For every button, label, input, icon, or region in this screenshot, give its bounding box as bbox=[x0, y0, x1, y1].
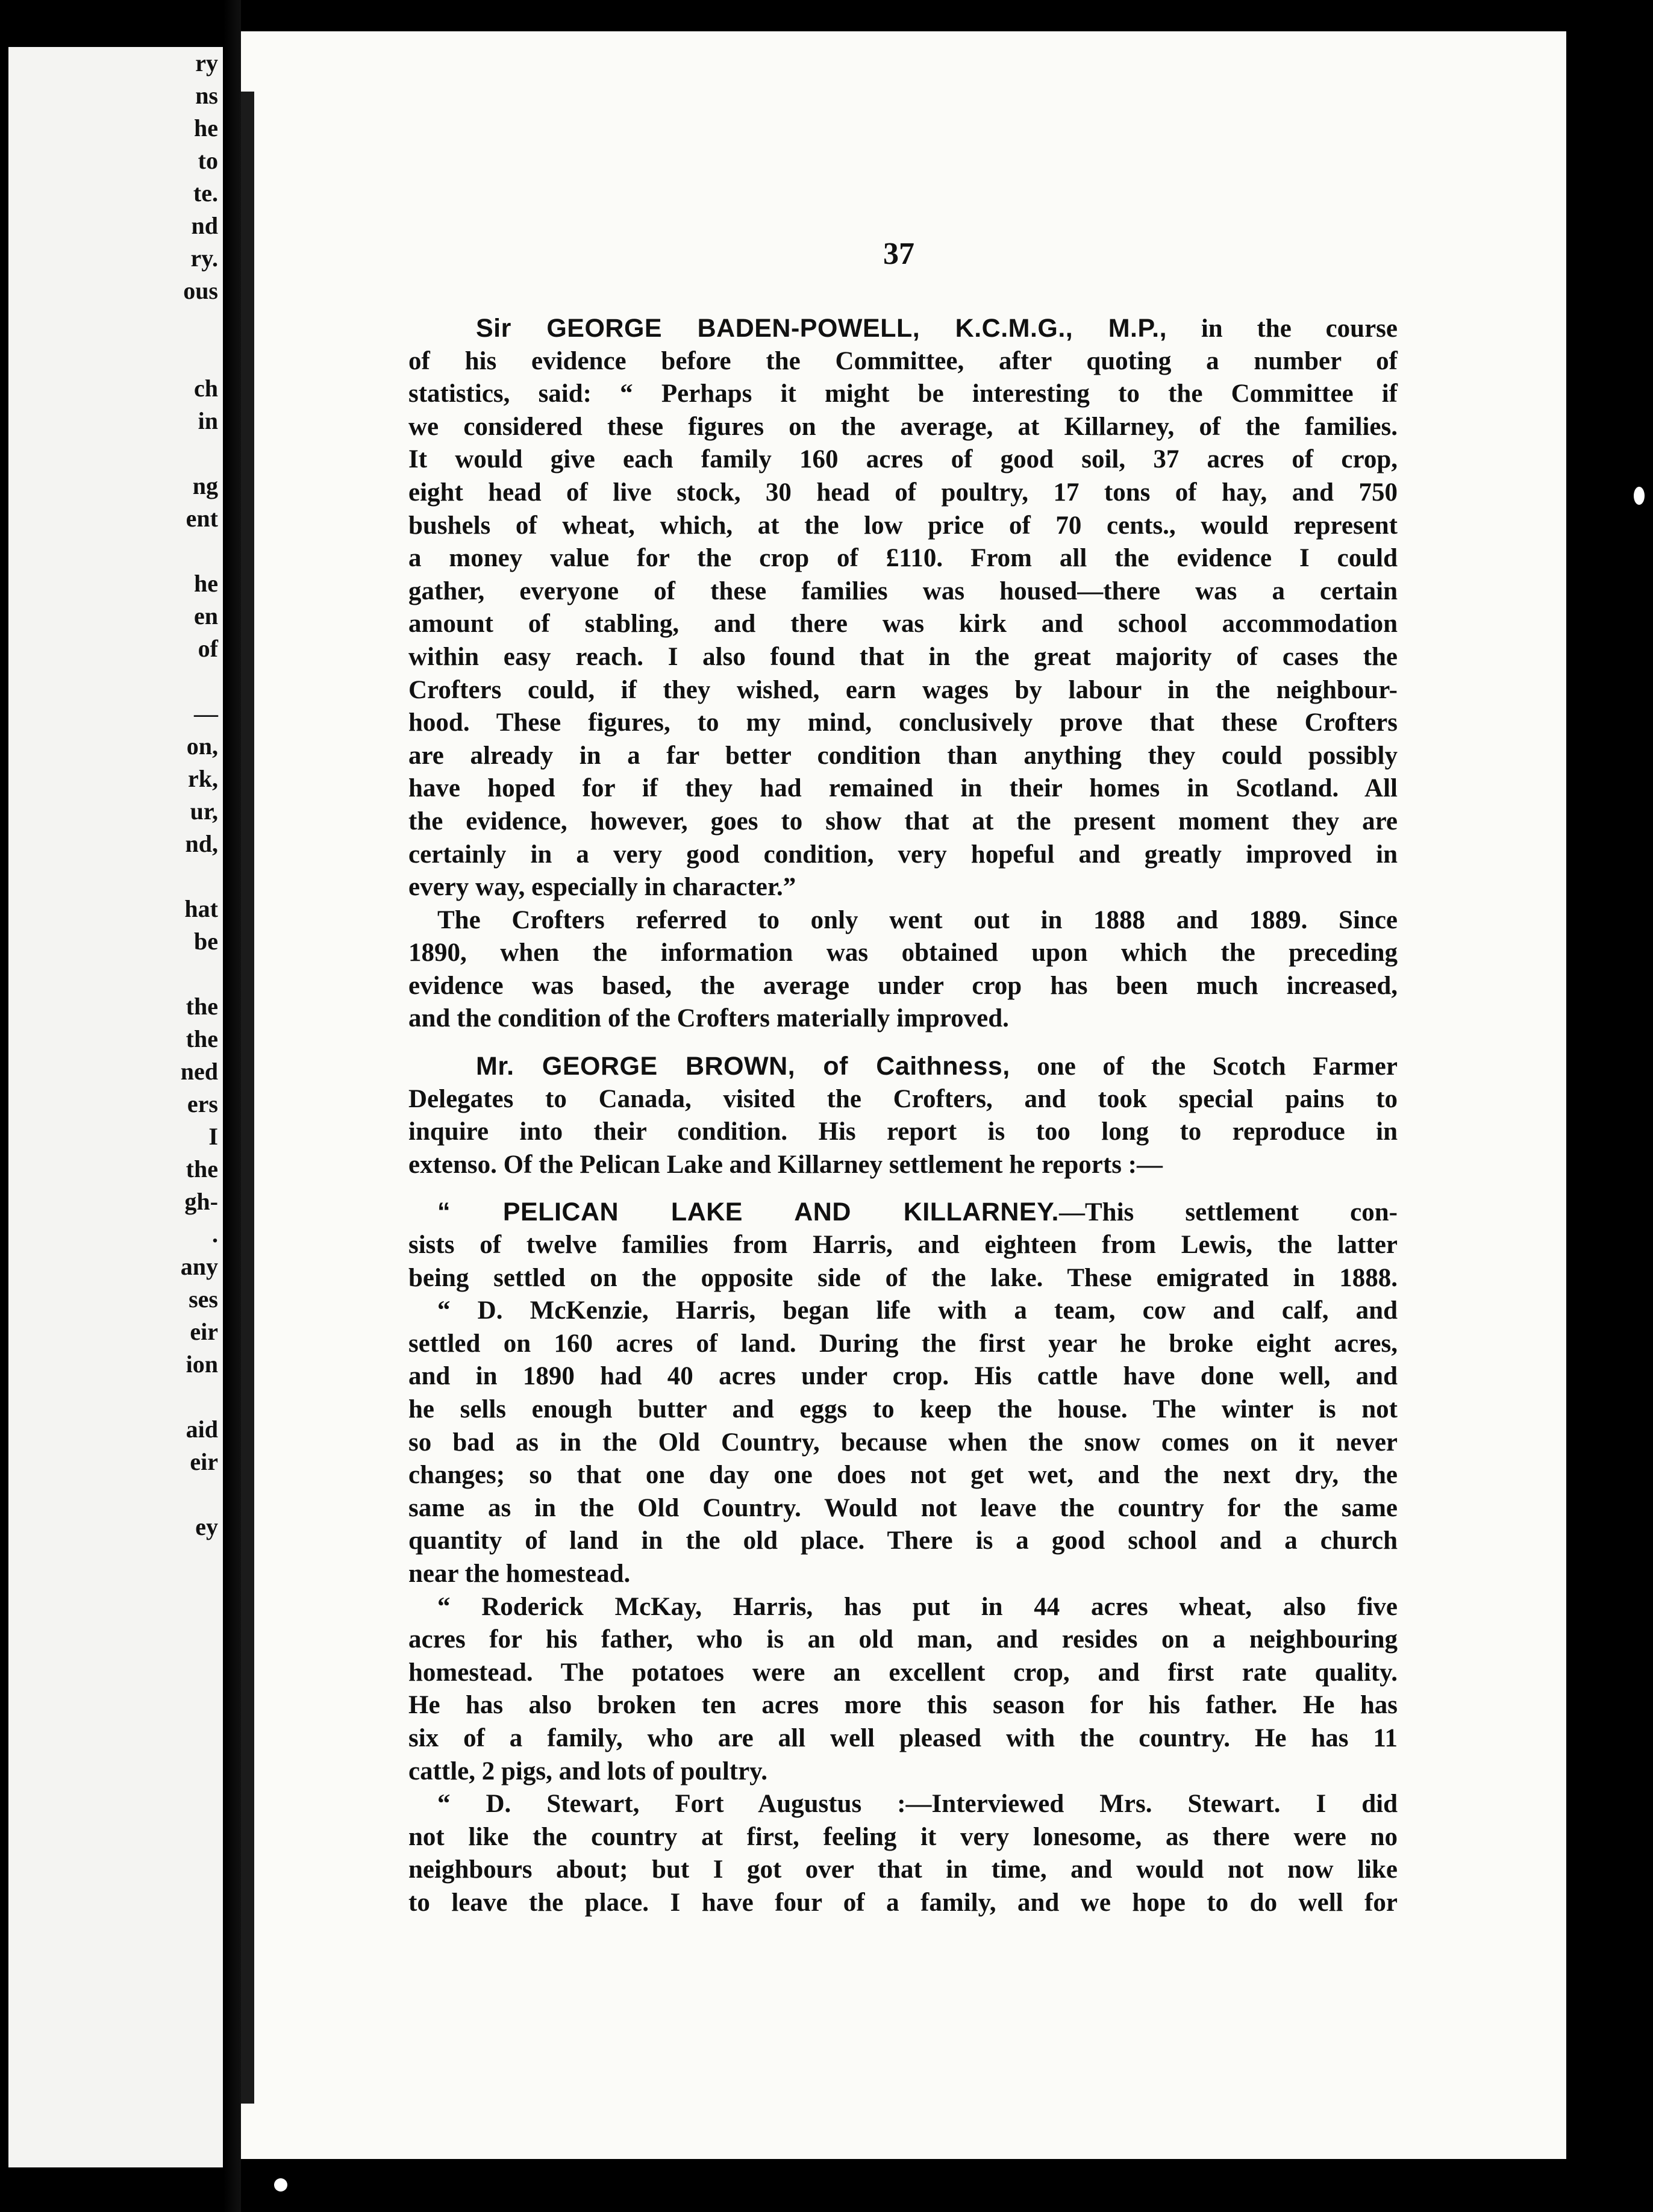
scan-speck bbox=[274, 2178, 287, 2192]
line-text: hood. These figures, to my mind, conclusively prove that these Crofters bbox=[408, 708, 1398, 737]
line-text: acres for his father, who is an old man, and resides on a neighbouring bbox=[408, 1625, 1398, 1654]
line-text: quantity of land in the old place. There is a good school and a church bbox=[408, 1526, 1398, 1555]
facing-page-fragment: ion bbox=[186, 1351, 218, 1378]
text-line bbox=[408, 707, 1398, 740]
facing-page-fragment: the bbox=[186, 993, 218, 1020]
line-text: He has also broken ten acres more this season for his father. He has bbox=[408, 1691, 1398, 1720]
text-line bbox=[408, 1295, 1398, 1328]
facing-page-fragment: the bbox=[186, 1025, 218, 1052]
facing-page-fragment bbox=[128, 340, 218, 372]
text-line bbox=[408, 839, 1398, 872]
line-text: inquire into their condition. His report is too long to reproduce in bbox=[408, 1117, 1398, 1146]
line-text: homestead. The potatoes were an excellent crop, and first rate quality. bbox=[408, 1658, 1398, 1687]
text-line bbox=[408, 1328, 1398, 1361]
facing-page-fragment: ns bbox=[195, 82, 218, 109]
facing-page-left bbox=[8, 47, 223, 2167]
text-line bbox=[408, 312, 1398, 345]
facing-page-fragment bbox=[128, 860, 218, 893]
facing-page-fragment: ey bbox=[195, 1513, 218, 1540]
facing-page-fragment: ng bbox=[192, 472, 218, 499]
text-line bbox=[408, 1492, 1398, 1525]
facing-page-fragment: on, bbox=[186, 733, 218, 760]
line-text: The Crofters referred to only went out in 1888 and 1889. Since bbox=[437, 905, 1398, 934]
paragraph-gap bbox=[408, 1036, 1398, 1050]
text-line bbox=[408, 1854, 1398, 1887]
text-line bbox=[408, 970, 1398, 1003]
line-text: eight head of live stock, 30 head of poultry, 17 tons of hay, and 750 bbox=[408, 478, 1398, 507]
text-line bbox=[408, 772, 1398, 805]
line-text: —This settlement con- bbox=[1058, 1198, 1398, 1227]
facing-page-fragment: in bbox=[198, 407, 218, 434]
line-text: we considered these figures on the average, at Killarney, of the families. bbox=[408, 412, 1398, 441]
page-number: 37 bbox=[883, 237, 914, 271]
text-line bbox=[408, 443, 1398, 476]
facing-page-fragment: . bbox=[212, 1220, 218, 1248]
facing-page-fragment: to bbox=[198, 147, 218, 174]
line-text: neighbours about; but I got over that in time, and would not now like bbox=[408, 1855, 1398, 1884]
text-line bbox=[408, 575, 1398, 608]
text-line bbox=[408, 510, 1398, 543]
facing-page-fragment bbox=[128, 307, 218, 340]
text-line bbox=[408, 542, 1398, 575]
line-text: and in 1890 had 40 acres under crop. His cattle have done well, and bbox=[408, 1362, 1398, 1391]
facing-page-text-fragments bbox=[128, 47, 218, 1543]
facing-page-fragment: eir bbox=[190, 1318, 218, 1345]
facing-page-fragment: aid bbox=[186, 1416, 218, 1443]
line-text: “ D. Stewart, Fort Augustus :—Interviewed Mrs. Stewart. I did bbox=[437, 1790, 1398, 1819]
line-text: statistics, said: “ Perhaps it might be interesting to the Committee if bbox=[408, 380, 1398, 408]
facing-page-fragment: rk, bbox=[188, 765, 218, 792]
text-line bbox=[408, 1755, 1398, 1789]
facing-page-fragment: nd bbox=[191, 212, 218, 239]
line-text: “ Roderick McKay, Harris, has put in 44 acres wheat, also five bbox=[437, 1592, 1398, 1621]
text-line bbox=[408, 1591, 1398, 1624]
page-right bbox=[241, 31, 1566, 2159]
text-line bbox=[408, 1360, 1398, 1393]
text-line bbox=[408, 1657, 1398, 1690]
text-line bbox=[408, 608, 1398, 641]
line-text: evidence was based, the average under crop has been much increased, bbox=[408, 971, 1398, 1000]
facing-page-fragment: ent bbox=[186, 505, 218, 532]
line-text: to leave the place. I have four of a family, and we hope to do well for bbox=[408, 1888, 1398, 1917]
line-text: in the course bbox=[1167, 314, 1398, 343]
facing-page-fragment bbox=[128, 1478, 218, 1511]
text-line bbox=[408, 740, 1398, 773]
facing-page-fragment: I bbox=[208, 1123, 218, 1150]
line-text: certainly in a very good condition, very hopeful and greatly improved in bbox=[408, 840, 1398, 869]
facing-page-fragment: be bbox=[194, 928, 218, 955]
text-line bbox=[408, 378, 1398, 411]
facing-page-fragment: of bbox=[198, 635, 218, 662]
text-line bbox=[408, 1229, 1398, 1262]
facing-page-fragment: ch bbox=[194, 375, 218, 402]
facing-page-fragment: ers bbox=[187, 1090, 218, 1117]
facing-page-fragment: ned bbox=[180, 1058, 218, 1085]
facing-page-fragment: — bbox=[194, 700, 218, 727]
text-line bbox=[408, 1689, 1398, 1722]
facing-page-fragment: he bbox=[194, 114, 218, 142]
line-text: not like the country at first, feeling it very lonesome, as there were no bbox=[408, 1822, 1398, 1851]
facing-page-fragment bbox=[128, 958, 218, 990]
facing-page-fragment bbox=[128, 437, 218, 470]
facing-page-fragment: nd, bbox=[185, 830, 218, 857]
line-text: one of the Scotch Farmer bbox=[1010, 1052, 1398, 1081]
line-text: six of a family, who are all well pleased with the country. He has 11 bbox=[408, 1723, 1398, 1752]
text-line bbox=[408, 411, 1398, 444]
line-text: he sells enough butter and eggs to keep the house. The winter is not bbox=[408, 1395, 1398, 1423]
facing-page-fragment: ous bbox=[183, 277, 218, 304]
text-line bbox=[408, 345, 1398, 378]
line-text: settled on 160 acres of land. During the first year he broke eight acres, bbox=[408, 1329, 1398, 1358]
section-heading: Mr. GEORGE BROWN, of Caithness, bbox=[476, 1052, 1010, 1081]
line-text: amount of stabling, and there was kirk and school accommodation bbox=[408, 610, 1398, 639]
line-text: changes; so that one day one does not get wet, and the next dry, the bbox=[408, 1461, 1398, 1490]
scan-speck bbox=[1634, 487, 1645, 505]
line-text: bushels of wheat, which, at the low price of 70 cents., would represent bbox=[408, 511, 1398, 540]
facing-page-fragment: eir bbox=[190, 1448, 218, 1475]
text-line bbox=[408, 1149, 1398, 1182]
text-line bbox=[408, 641, 1398, 674]
text-line bbox=[408, 476, 1398, 510]
facing-page-fragment: ur, bbox=[190, 798, 218, 825]
text-line bbox=[408, 871, 1398, 904]
text-line bbox=[408, 1887, 1398, 1920]
line-text: and the condition of the Crofters materially improved. bbox=[408, 1004, 1009, 1033]
section-heading: Sir GEORGE BADEN-POWELL, K.C.M.G., M.P., bbox=[476, 314, 1167, 343]
line-text: 1890, when the information was obtained upon which the preceding bbox=[408, 939, 1398, 967]
text-line bbox=[408, 1722, 1398, 1755]
line-text: every way, especially in character.” bbox=[408, 873, 796, 902]
line-text: the evidence, however, goes to show that at the present moment they are bbox=[408, 807, 1398, 836]
line-text: a money value for the crop of £110. From all the evidence I could bbox=[408, 544, 1398, 573]
binding-edge bbox=[241, 92, 254, 2104]
text-line bbox=[408, 1426, 1398, 1460]
facing-page-fragment bbox=[128, 535, 218, 567]
facing-page-fragment: te. bbox=[193, 180, 218, 207]
text-line bbox=[408, 1821, 1398, 1854]
facing-page-fragment: ses bbox=[189, 1286, 218, 1313]
text-line bbox=[408, 674, 1398, 707]
line-text: sists of twelve families from Harris, and eighteen from Lewis, the latter bbox=[408, 1231, 1398, 1260]
text-line bbox=[408, 904, 1398, 937]
facing-page-fragment: ry. bbox=[190, 245, 218, 272]
facing-page-fragment: the bbox=[186, 1155, 218, 1183]
line-text: It would give each family 160 acres of good soil, 37 acres of crop, bbox=[408, 445, 1398, 474]
text-line bbox=[408, 1558, 1398, 1591]
line-text: “ D. McKenzie, Harris, began life with a team, cow and calf, and bbox=[437, 1296, 1398, 1325]
facing-page-fragment: gh- bbox=[184, 1188, 218, 1215]
facing-page-fragment bbox=[128, 665, 218, 698]
text-line bbox=[408, 805, 1398, 839]
text-line bbox=[408, 1788, 1398, 1821]
facing-page-fragment bbox=[128, 1381, 218, 1413]
facing-page-fragment: hat bbox=[184, 895, 218, 922]
line-text: near the homestead. bbox=[408, 1559, 631, 1588]
facing-page-fragment: any bbox=[180, 1253, 218, 1280]
line-text: extenso. Of the Pelican Lake and Killarney settlement he reports :— bbox=[408, 1150, 1163, 1179]
body-text bbox=[408, 312, 1398, 1920]
line-text: have hoped for if they had remained in their homes in Scotland. All bbox=[408, 774, 1398, 803]
line-text: gather, everyone of these families was housed—there was a certain bbox=[408, 576, 1398, 605]
facing-page-fragment: en bbox=[194, 602, 218, 630]
line-text: so bad as in the Old Country, because when the snow comes on it never bbox=[408, 1428, 1398, 1457]
text-line bbox=[408, 1083, 1398, 1116]
book-gutter bbox=[223, 0, 241, 2212]
line-text: within easy reach. I also found that in the great majority of cases the bbox=[408, 642, 1398, 671]
line-text: cattle, 2 pigs, and lots of poultry. bbox=[408, 1757, 768, 1786]
text-line bbox=[408, 1002, 1398, 1036]
line-text: being settled on the opposite side of the lake. These emigrated in 1888. bbox=[408, 1263, 1398, 1292]
text-line bbox=[408, 1393, 1398, 1426]
line-text: Crofters could, if they wished, earn wages by labour in the neighbour- bbox=[408, 675, 1398, 704]
text-line bbox=[408, 1116, 1398, 1149]
line-text: are already in a far better condition than anything they could possibly bbox=[408, 741, 1398, 770]
text-line bbox=[408, 1623, 1398, 1657]
text-line bbox=[408, 1459, 1398, 1492]
facing-page-fragment: ry bbox=[195, 49, 218, 77]
facing-page-fragment: he bbox=[194, 570, 218, 597]
line-text: same as in the Old Country. Would not leave the country for the same bbox=[408, 1493, 1398, 1522]
text-line bbox=[408, 937, 1398, 970]
text-line bbox=[408, 1196, 1398, 1229]
section-heading: “ PELICAN LAKE AND KILLARNEY. bbox=[437, 1198, 1059, 1227]
text-line bbox=[408, 1525, 1398, 1558]
line-text: Delegates to Canada, visited the Crofters, and took special pains to bbox=[408, 1084, 1398, 1113]
text-line bbox=[408, 1050, 1398, 1083]
text-line bbox=[408, 1262, 1398, 1295]
line-text: of his evidence before the Committee, after quoting a number of bbox=[408, 346, 1398, 375]
paragraph-gap bbox=[408, 1181, 1398, 1196]
